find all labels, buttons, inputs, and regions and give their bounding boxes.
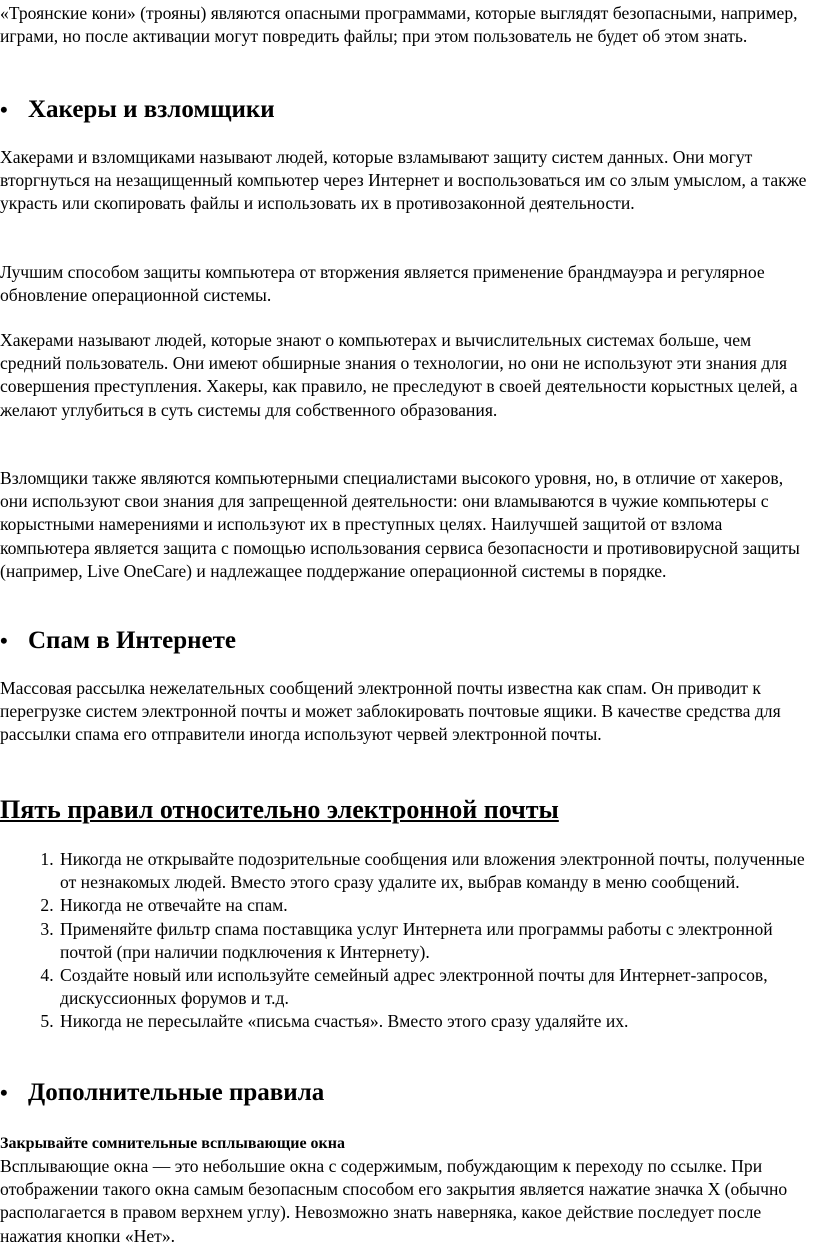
section-heading-spam bbox=[0, 626, 236, 656]
bullet-icon: • bbox=[0, 628, 8, 653]
list-item: 4. Создайте новый или используйте семейный адрес электронной почты для Интернет-запросов, дискуссионных форумов и т.д. bbox=[58, 964, 812, 1010]
bullet-icon: • bbox=[0, 97, 8, 122]
intro-paragraph: «Троянские кони» (трояны) являются опасными программами, которые выглядят безопасными, например, играми, но после активации могут повредить файлы; при этом пользователь не будет об этом знать. bbox=[0, 3, 798, 47]
email-rules-list bbox=[28, 848, 812, 1034]
list-item: 3. Применяйте фильтр спама поставщика услуг Интернета или программы работы с электронной почтой (при наличии подключения к Интернету). bbox=[58, 918, 812, 964]
paragraph: Массовая рассылка нежелательных сообщений электронной почты известна как спам. Он приводит к перегрузке систем электронной почты и может заблокировать почтовые ящики. В качестве средства для рассылки спама его отправители иногда используют червей электронной почты. bbox=[0, 678, 781, 745]
paragraph: Всплывающие окна — это небольшие окна с содержимым, побуждающим к переходу по ссылке. При отображении такого окна самым безопасным способом его закрытия является нажатие значка X (обычно располагается в правом верхнем углу). Невозможно знать наверняка, какое действие последует после нажатия кнопки «Нет». bbox=[0, 1156, 788, 1246]
subheading: Закрывайте сомнительные всплывающие окна bbox=[0, 1135, 345, 1152]
email-rules-heading: Пять правил относительно электронной почты bbox=[0, 795, 559, 824]
paragraph: Хакерами и взломщиками называют людей, которые взламывают защиту систем данных. Они могут вторгнуться на незащищенный компьютер через Интернет и воспользоваться им со злым умыслом, а также украсть или скопировать файлы и использовать их в противозаконной деятельности. bbox=[0, 147, 807, 214]
heading-text: Спам в Интернете bbox=[28, 627, 236, 654]
list-item: 2. Никогда не отвечайте на спам. bbox=[58, 894, 812, 917]
section-heading-extra bbox=[0, 1078, 324, 1108]
list-item: 5. Никогда не пересылайте «письма счастья». Вместо этого сразу удаляйте их. bbox=[58, 1010, 812, 1033]
heading-text: Хакеры и взломщики bbox=[28, 96, 275, 123]
section-heading-hackers bbox=[0, 95, 275, 125]
heading-text: Дополнительные правила bbox=[28, 1079, 325, 1106]
paragraph: Лучшим способом защиты компьютера от вторжения является применение брандмауэра и регулярное обновление операционной системы. bbox=[0, 262, 765, 306]
paragraph: Хакерами называют людей, которые знают о компьютерах и вычислительных системах больше, чем средний пользователь. Они имеют обширные знания о технологии, но они не используют эти знания для совершения преступления. Хакеры, как правило, не преследуют в своей деятельности корыстных целей, а желают углубиться в суть системы для собственного образования. bbox=[0, 330, 798, 420]
list-item: 1. Никогда не открывайте подозрительные сообщения или вложения электронной почты, полученные от незнакомых людей. Вместо этого сразу удалите их, выбрав команду в меню сообщений. bbox=[58, 848, 812, 894]
paragraph: Взломщики также являются компьютерными специалистами высокого уровня, но, в отличие от хакеров, они используют свои знания для запрещенной деятельности: они вламываются в чужие компьютеры с корыстными намерениями и используют их в преступных целях. Наилучшей защитой от взлома компьютера является защита с помощью использования сервиса безопасности и противовирусной защиты (например, Live OneCare) и надлежащее поддержание операционной системы в порядке. bbox=[0, 468, 800, 581]
bullet-icon: • bbox=[0, 1080, 8, 1105]
